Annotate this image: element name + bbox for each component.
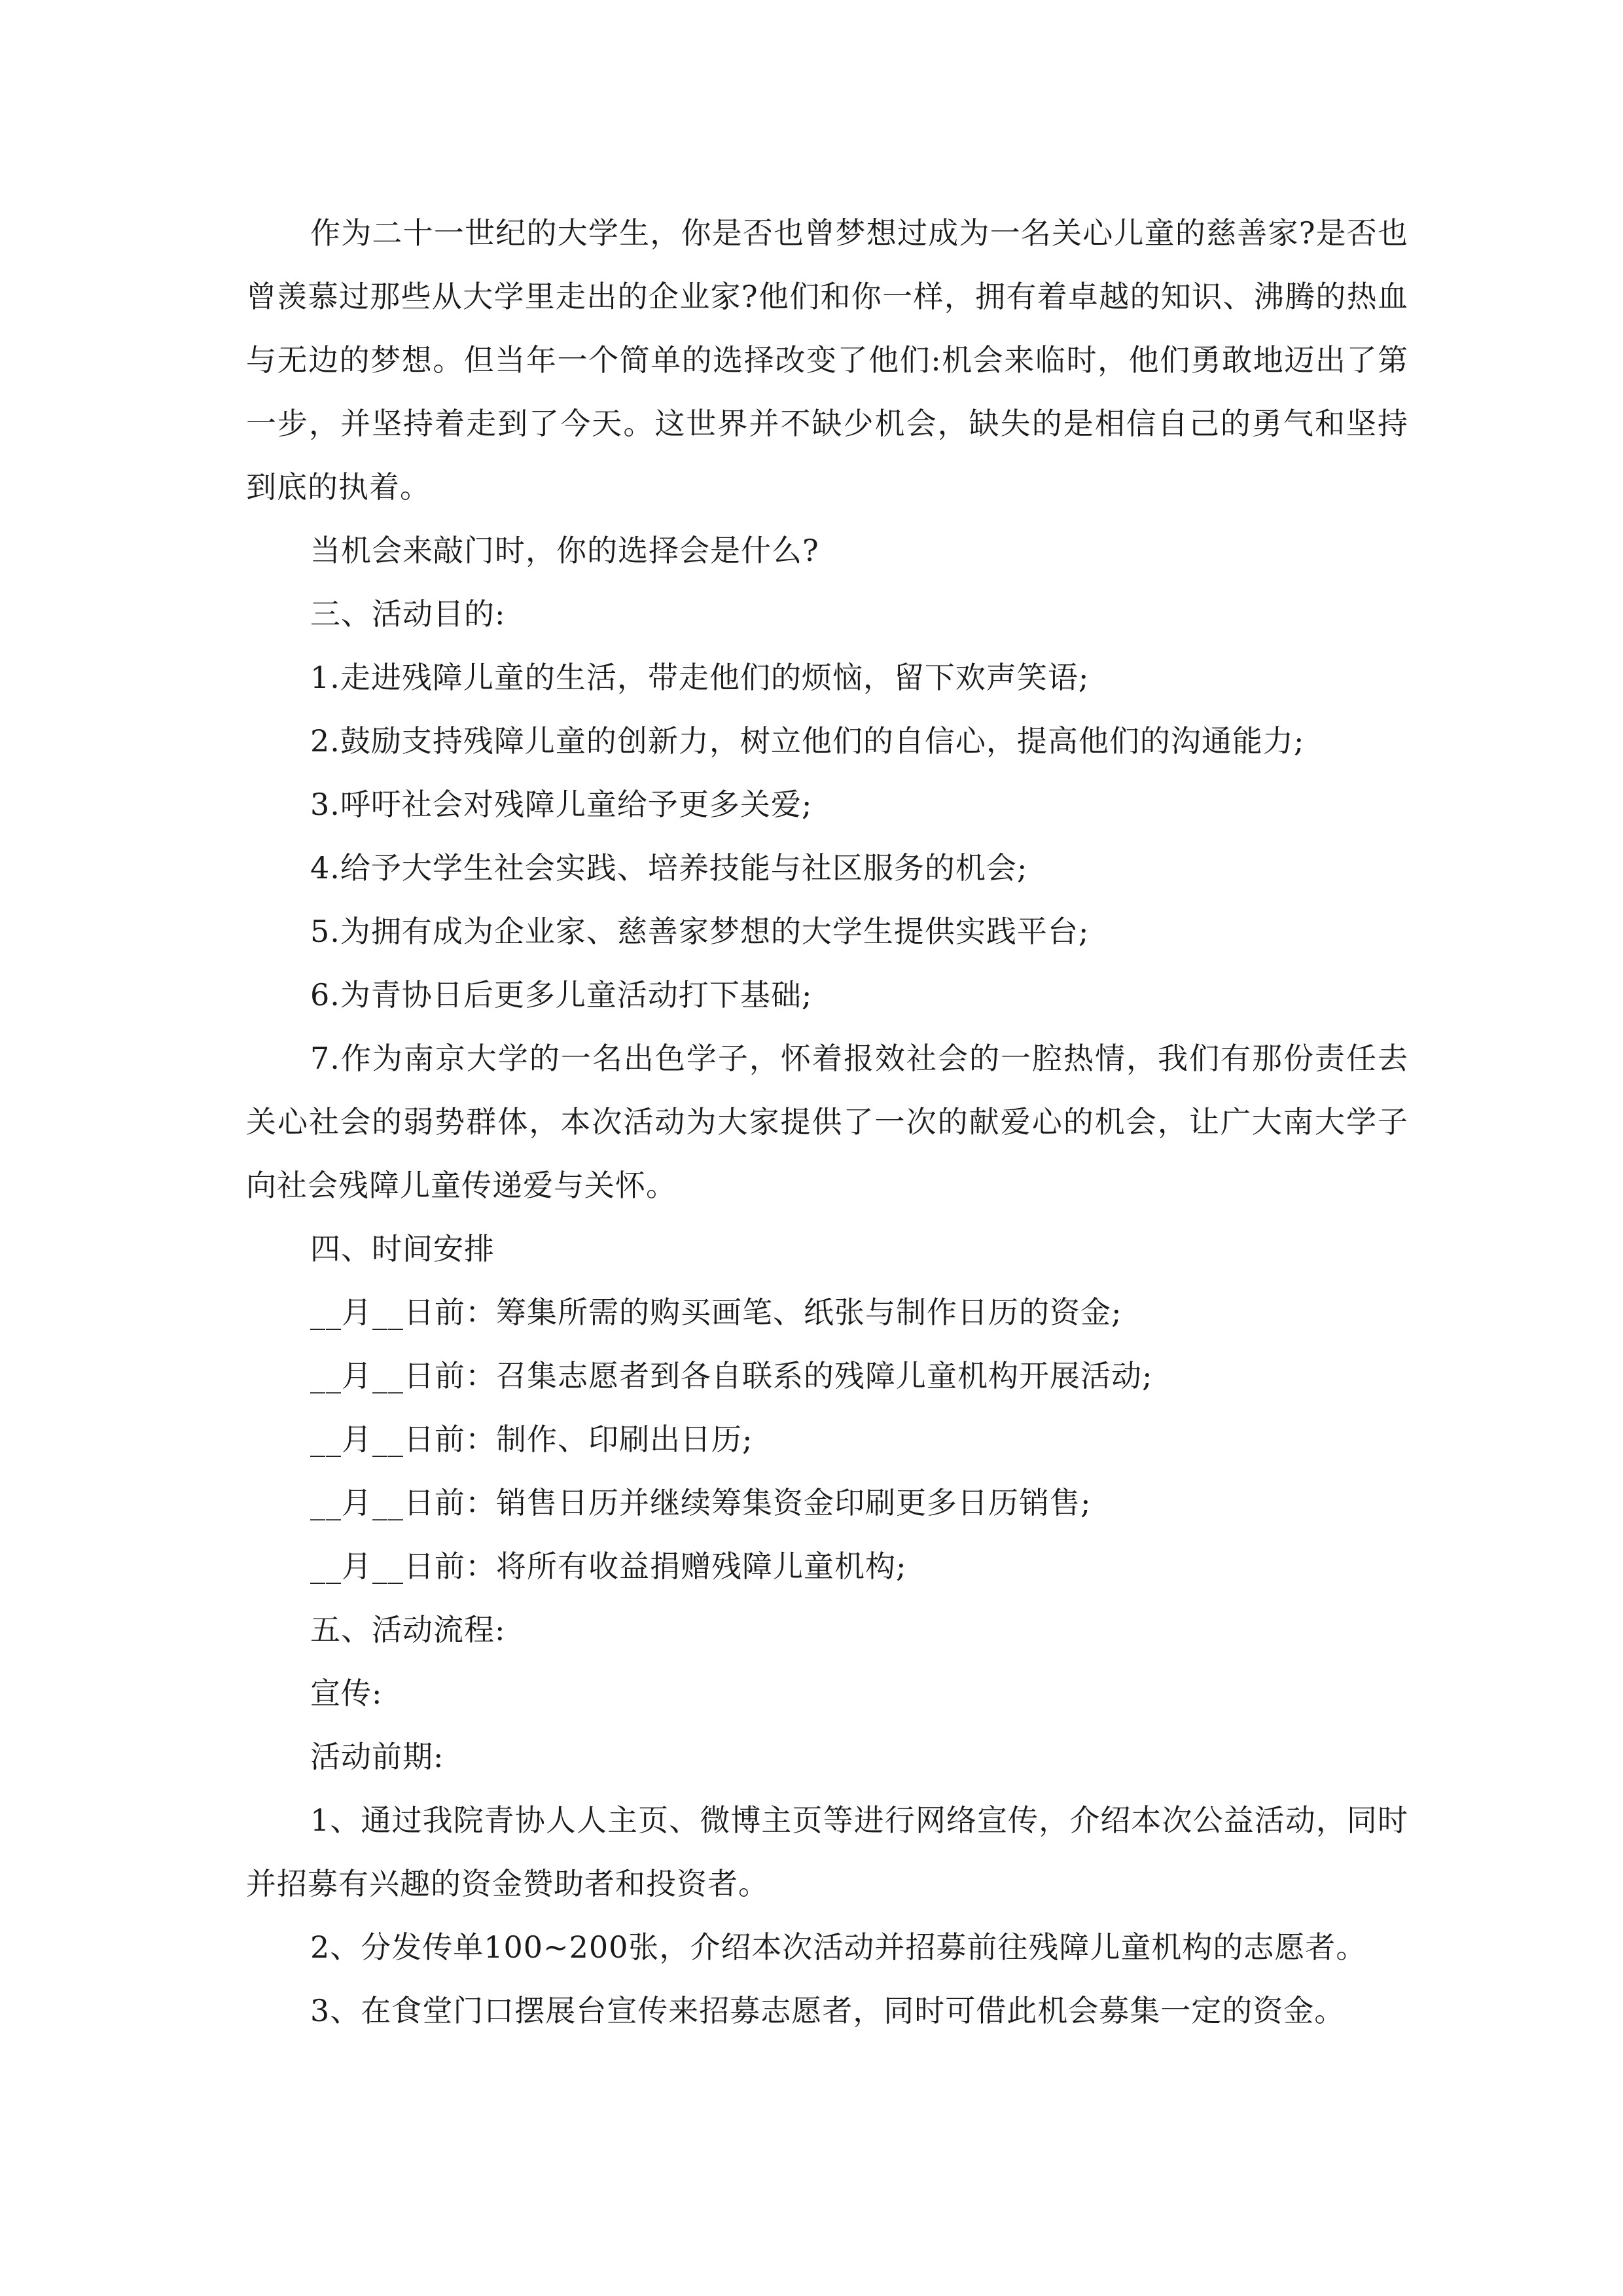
section-heading-schedule: 四、时间安排 <box>310 1231 495 1266</box>
goal-item-3: 3.呼吁社会对残障儿童给予更多关爱; <box>310 787 813 822</box>
goal-item-5: 5.为拥有成为企业家、慈善家梦想的大学生提供实践平台; <box>310 914 1090 949</box>
goal-item-7: 7.作为南京大学的一名出色学子，怀着报效社会的一腔热情，我们有那份责任去关心社会的弱势群体，本次活动为大家提供了一次的献爱心的机会，让广大南大学子向社会残障儿童传递爱与关怀。 <box>246 1041 1408 1203</box>
process-item-1: 1、通过我院青协人人主页、微博主页等进行网络宣传，介绍本次公益活动，同时并招募有兴趣的资金赞助者和投资者。 <box>246 1803 1408 1901</box>
goal-item-1: 1.走进残障儿童的生活，带走他们的烦恼，留下欢声笑语; <box>310 660 1090 695</box>
section-heading-process: 五、活动流程: <box>310 1612 506 1647</box>
goal-item-2: 2.鼓励支持残障儿童的创新力，树立他们的自信心，提高他们的沟通能力; <box>310 723 1305 759</box>
document-body <box>246 202 1408 2043</box>
section-heading-goals: 三、活动目的: <box>310 596 506 632</box>
subheading-publicity: 宣传: <box>310 1676 383 1711</box>
schedule-item-4: __月__日前：销售日历并继续筹集资金印刷更多日历销售; <box>310 1485 1092 1520</box>
paragraph-intro: 作为二十一世纪的大学生，你是否也曾梦想过成为一名关心儿童的慈善家?是否也曾羡慕过那些从大学里走出的企业家?他们和你一样，拥有着卓越的知识、沸腾的热血与无边的梦想。但当年一个简单的选择改变了他们:机会来临时，他们勇敢地迈出了第一步，并坚持着走到了今天。这世界并不缺少机会，缺失的是相信自己的勇气和坚持到底的执着。 <box>246 215 1408 505</box>
schedule-item-5: __月__日前：将所有收益捐赠残障儿童机构; <box>310 1549 907 1584</box>
subheading-early-stage: 活动前期: <box>310 1739 444 1774</box>
process-item-2: 2、分发传单100~200张，介绍本次活动并招募前往残障儿童机构的志愿者。 <box>310 1929 1367 1965</box>
schedule-item-2: __月__日前：召集志愿者到各自联系的残障儿童机构开展活动; <box>310 1358 1153 1393</box>
schedule-item-1: __月__日前：筹集所需的购买画笔、纸张与制作日历的资金; <box>310 1295 1122 1330</box>
goal-item-4: 4.给予大学生社会实践、培养技能与社区服务的机会; <box>310 850 1028 886</box>
goal-item-6: 6.为青协日后更多儿童活动打下基础; <box>310 977 813 1013</box>
paragraph-question: 当机会来敲门时，你的选择会是什么? <box>310 533 819 568</box>
schedule-item-3: __月__日前：制作、印刷出日历; <box>310 1422 753 1457</box>
process-item-3: 3、在食堂门口摆展台宣传来招募志愿者，同时可借此机会募集一定的资金。 <box>310 1993 1346 2028</box>
